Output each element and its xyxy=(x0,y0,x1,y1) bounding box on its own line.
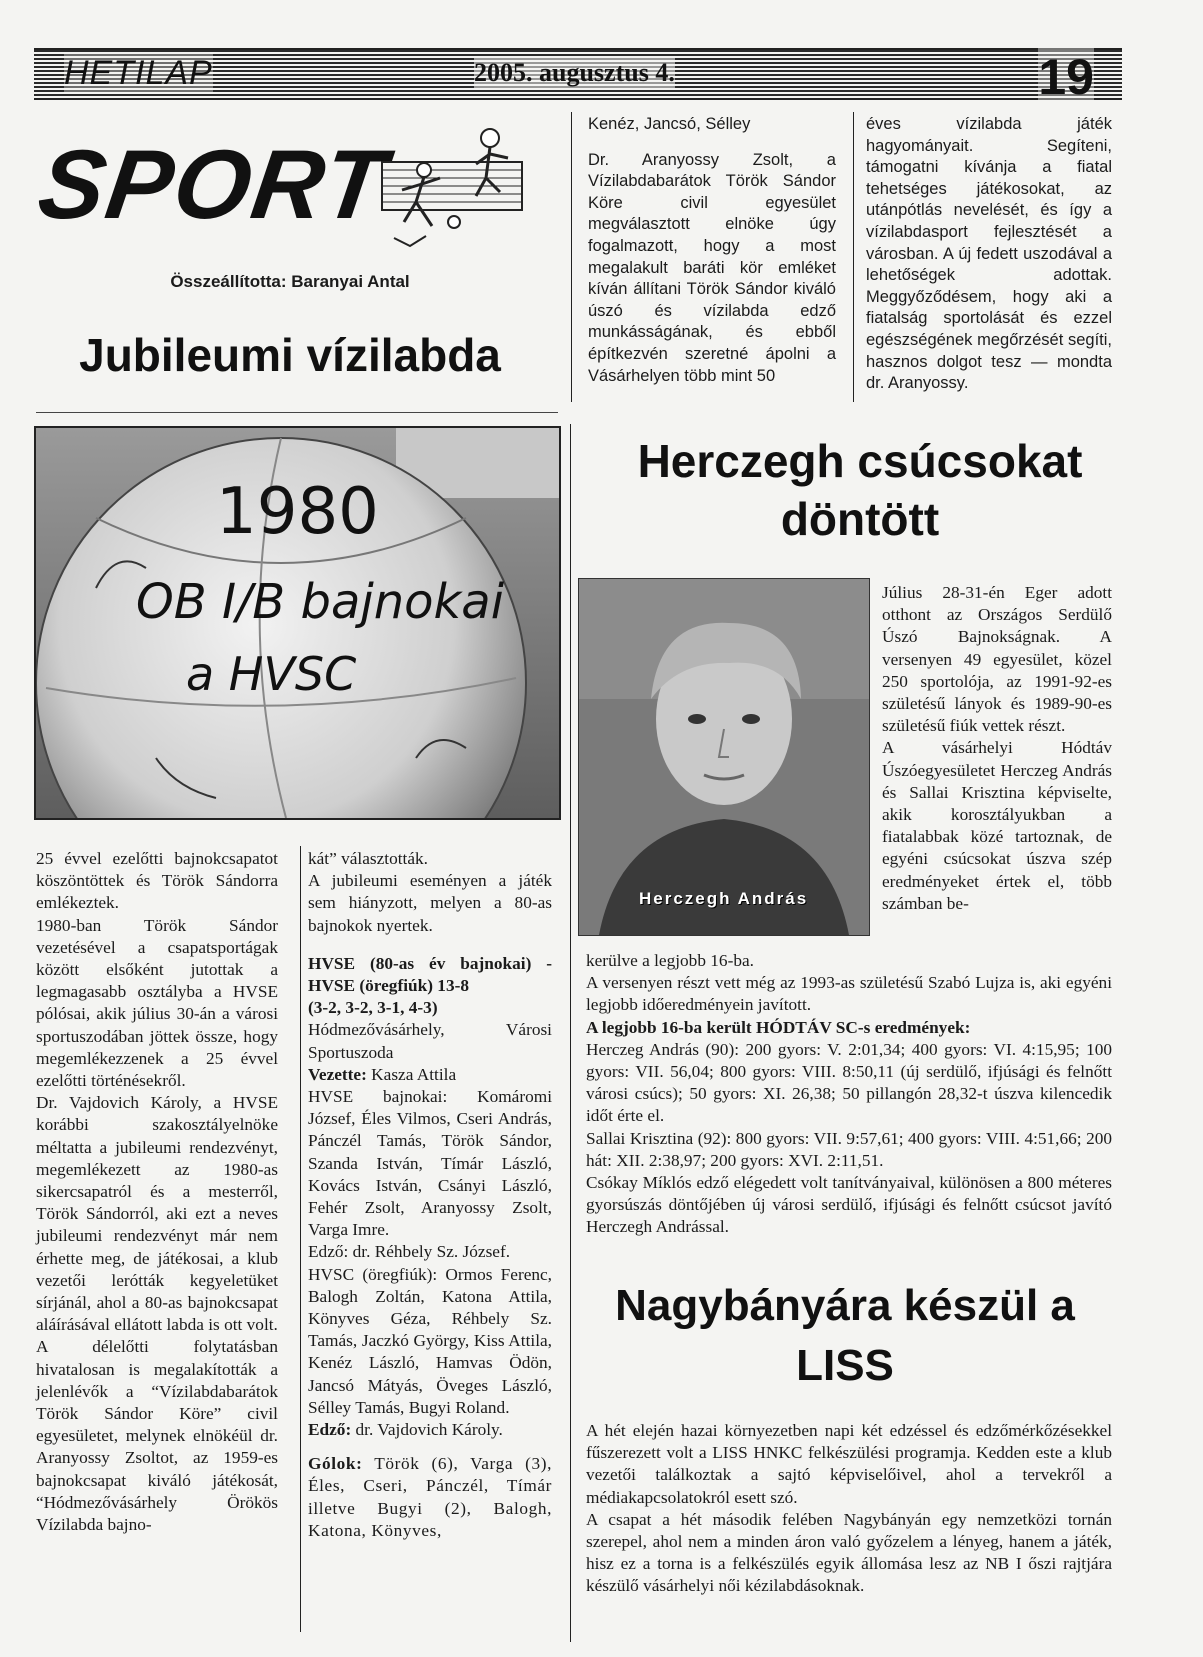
paragraph: Csókay Míklós edző elégedett volt tanítványaival, különösen a 800 méteres gyorsúszás döntőjében új városi serdülő, ifjúsági és felnőtt csúcsot javító Herczegh Andrással. xyxy=(586,1173,1112,1237)
paragraph: A versenyen részt vett még az 1993-as születésű Szabó Lujza is, aki egyéni legjobb időeredményein javított. xyxy=(586,973,1112,1015)
publication-name: HETILAP xyxy=(64,54,213,92)
article1-column-4 xyxy=(866,114,1112,395)
paragraph: éves vízilabda játék hagyományait. Segíteni, támogatni kívánja a fiatal tehetséges játékosokat, az utánpótlás nevelését, és így a vízilabdasport fejlesztését a városban. A új fedett uszodával a lehetőségek adottak. Meggyőződésem, hogy aki a fiatalság sportolását és ezzel egészségének megőrzését segíti, hasznos dolgot tesz — mondta dr. Aranyossy. xyxy=(866,115,1112,393)
goals-label: Gólok: xyxy=(308,1454,363,1474)
team1-coach: Edző: dr. Réhbely Sz. József. xyxy=(308,1242,511,1262)
article-title-herczegh: Herczegh csúcsokat döntött xyxy=(637,435,1083,545)
paragraph: A vásárhelyi Hódtáv Úszóegyesületet Herczeg András és Sallai Krisztina képviselte, akik korosztályukban a fiatalabbak közé tartoznak, de egyéni csúcsokat úszva szép eredményeket értek el, több számban be- xyxy=(882,738,1112,913)
referee-label: Vezette: xyxy=(308,1064,367,1084)
result-sallai: Sallai Krisztina (92): 800 gyors: VII. 9:57,61; 400 gyors: VIII. 4:51,66; 200 hát: XII. 2:38,97; 200 gyors: XVI. 2:11,51. xyxy=(586,1128,1112,1170)
paragraph: A hét elején hazai környezetben napi két edzéssel és edzőmérkőzésekkel fűszerezett volt a LISS HNKC felkészülési programja. Kedden este a klub vezetői találkoztak a sajtó képviselőivel, ahol a tervekről a médiakapcsolatokról esett szó. xyxy=(586,1421,1112,1507)
article-title-jubileumi: Jubileumi vízilabda xyxy=(79,329,501,381)
article2-body xyxy=(586,950,1112,1239)
paragraph: A jubileumi eseményen a játék sem hiányzott, melyen a 80-as bajnokok nyertek. xyxy=(308,871,552,935)
paragraph: kát” választották. xyxy=(308,849,428,868)
paragraph: kerülve a legjobb 16-ba. xyxy=(586,951,754,970)
ball-line-2: OB I/B bajnokai xyxy=(136,574,505,630)
article1-column-3 xyxy=(588,114,836,387)
article2-side-column xyxy=(882,582,1112,915)
page-header xyxy=(34,48,1122,105)
coach-name: dr. Vajdovich Károly. xyxy=(355,1420,503,1440)
article-title-nagybanya: Nagybányára készül a LISS xyxy=(615,1281,1075,1390)
column-rule xyxy=(571,112,572,402)
team2-coach-line xyxy=(308,1419,552,1441)
athletes-illustration-icon xyxy=(380,118,530,258)
ball-photo xyxy=(34,426,561,820)
spacer xyxy=(308,937,552,953)
column-rule xyxy=(853,112,854,402)
paragraph: Július 28-31-én Eger adott otthont az Országos Serdülő Úszó Bajnokságnak. A versenyen 49 egyesület, közel 250 sportolója, az 1991-92-es születésű lányok és 1989-90-es születésű fiúk vettek részt. xyxy=(882,583,1112,736)
paragraph: A csapat a hét második felében Nagybányán egy nemzetközi tornán szerepel, ahol nem a minden áron való győzelem a lényeg, hanem a játék, hisz ez a torna is a felkészülés egyik állomása lesz az NB I őszi rajtjára készülő vásárhelyi női kézilabdásoknak. xyxy=(586,1509,1112,1596)
section-rule xyxy=(36,412,558,413)
portrait-image xyxy=(579,579,869,935)
result-herczeg: Herczeg András (90): 200 gyors: V. 2:01,34; 400 gyors: VI. 4:15,95; 100 gyors: VII. 56,04; 800 gyors: VIII. 8:50,11 (új serdülő, ifjúsági és felnőtt városi csúcs); 50 gyors: XI. 26,38; 50 pillangón 28,32-t úszva kilencedik időt érte el. xyxy=(586,1039,1112,1126)
match-title: HVSE (80-as év bajnokai) - HVSE (öregfiúk) 13-8 xyxy=(308,953,552,996)
article1-column-2 xyxy=(308,848,552,1542)
paragraph: A délelőtti folytatásban hivatalosan is megalakították a jelenlévők a “Vízilabdabarátok Török Sándor Köre” civil egyesületet, melynek elnökéül dr. Aranyossy Zsoltot, az 1959-es bajnokcsapat kiváló játékosát, “Hódmezővásárhely Örökös Vízilabda bajno- xyxy=(36,1337,278,1535)
paragraph: Dr. Aranyossy Zsolt, a Vízilabdabarátok Török Sándor Köre civil egyesület megválasztott elnöke úgy fogalmazott, hogy a most megalakult baráti kör emléket kíván állítani Török Sándor kiváló úszó és vízilabda edző munkásságának, és ebből építkezvén szeretné ápolni a Vásárhelyen több mint 50 xyxy=(588,150,836,385)
paragraph: Dr. Vajdovich Károly, a HVSE korábbi szakosztályelnöke méltatta a jubileumi rendezvényt, megemlékezett az 1980-as sikercsapatról és a mesterről, Török Sándorról, aki ezt a neves jubileumi rendezvényt már nem érhette meg, de játékosai, a klub vezetői lerótták kegyeletüket sírjánál, ahol a 80-as bajnokcsapat aláírásával ellátott labda is ott volt. xyxy=(36,1093,278,1335)
article1-column-1 xyxy=(36,848,278,1536)
coach-label: Edző: xyxy=(308,1420,352,1440)
sport-logo xyxy=(32,118,540,268)
team1-roster: HVSE bajnokai: Komáromi József, Éles Vilmos, Cseri András, Pánczél Tamás, Török Sándor, Szanda István, Tímár László, Kovács István, Csányi László, Fehér Zsolt, Aranyossy Zsolt, Varga Imre. xyxy=(308,1087,552,1240)
byline: Összeállította: Baranyai Antal xyxy=(170,272,410,291)
spacer xyxy=(588,136,836,150)
results-title: A legjobb 16-ba került HÓDTÁV SC-s eredmények: xyxy=(586,1017,971,1037)
match-venue: Hódmezővásárhely, Városi Sportuszoda xyxy=(308,1020,552,1062)
paragraph: Kenéz, Jancsó, Sélley xyxy=(588,115,751,133)
ball-year: 1980 xyxy=(216,475,379,549)
paragraph: 25 évvel ezelőtti bajnokcsapatot köszöntöttek és Török Sándorra emlékeztek. xyxy=(36,849,278,913)
referee-line xyxy=(308,1064,552,1086)
sport-logo-text: SPORT xyxy=(32,129,394,239)
page-number: 19 xyxy=(1038,49,1094,105)
paragraph: 1980-ban Török Sándor vezetésével a csapatsportágak között elsőként jutottak a legmagasabb osztályba a HVSE pólósai, akik július 30-án a városi sportuszodában jöttek össze, hogy megemlékezzenek a 25 évvel ezelőtti történésekről. xyxy=(36,915,278,1091)
goals-text: Török (6), Varga (3), Éles, Cseri, Pánczél, Tímár illetve Bugyi (2), Balogh, Katona, Könyves, xyxy=(308,1454,552,1540)
article3-body xyxy=(586,1420,1112,1598)
portrait-photo xyxy=(578,578,870,936)
match-quarters: (3-2, 3-2, 3-1, 4-3) xyxy=(308,998,438,1018)
ball-line-3: a HVSC xyxy=(186,647,357,701)
referee-name: Kasza Attila xyxy=(371,1064,457,1084)
spacer xyxy=(308,1441,552,1453)
issue-date: 2005. augusztus 4. xyxy=(474,58,675,87)
signed-ball-image xyxy=(36,428,559,818)
portrait-caption: Herczegh András xyxy=(639,889,809,908)
column-rule xyxy=(570,424,571,1642)
goals-line xyxy=(308,1453,552,1542)
team2-roster: HVSC (öregfiúk): Ormos Ferenc, Balogh Zoltán, Katona Attila, Könyves Géza, Réhbely Sz. Tamás, Jaczkó György, Kiss Attila, Kenéz László, Hamvas Ödön, Jancsó Mátyás, Öveges László, Sélley Tamás, Bugyi Roland. xyxy=(308,1264,552,1417)
column-rule xyxy=(300,846,301,1632)
